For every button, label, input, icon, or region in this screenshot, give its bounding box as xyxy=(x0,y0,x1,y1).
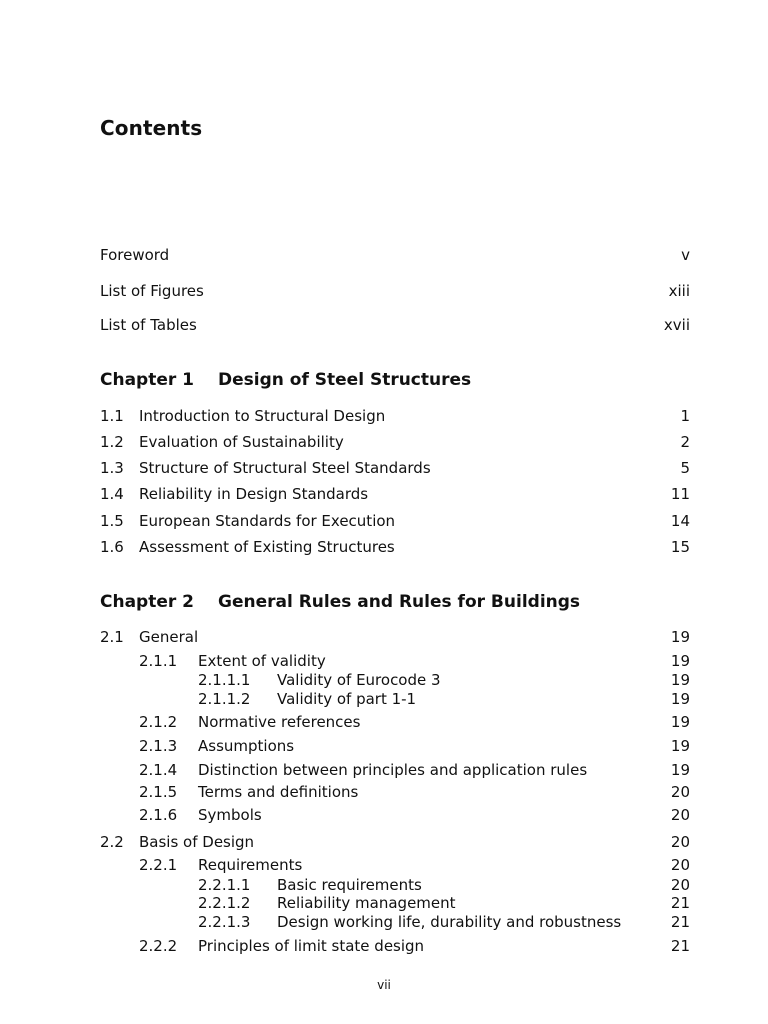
toc-entry-page: xiii xyxy=(668,282,690,300)
subsubsection-number: 2.1.1.2 xyxy=(198,690,251,708)
subsection-page: 19 xyxy=(670,761,690,779)
chapter-title: Design of Steel Structures xyxy=(218,370,472,390)
section-title: Introduction to Structural Design xyxy=(139,407,386,425)
toc-entry-foreword[interactable] xyxy=(100,245,690,265)
section-page: 14 xyxy=(670,512,690,530)
section-number: 1.1 xyxy=(100,407,124,425)
subsubsection-page: 21 xyxy=(670,913,690,931)
toc-entry-subsubsection[interactable] xyxy=(100,912,690,932)
toc-entry-subsubsection[interactable] xyxy=(100,689,690,709)
chapter-1-heading[interactable] xyxy=(100,368,690,392)
section-title: Reliability in Design Standards xyxy=(139,485,369,503)
subsection-number: 2.1.6 xyxy=(139,806,178,824)
subsection-page: 20 xyxy=(670,783,690,801)
subsubsection-title: Reliability management xyxy=(277,894,456,912)
chapter-label: Chapter 1 xyxy=(100,370,195,390)
chapter-label: Chapter 2 xyxy=(100,592,195,612)
toc-entry-subsubsection[interactable] xyxy=(100,670,690,690)
subsection-title: Extent of validity xyxy=(198,652,326,670)
subsection-number: 2.1.3 xyxy=(139,737,178,755)
section-title: Structure of Structural Steel Standards xyxy=(139,459,431,477)
chapter-title: General Rules and Rules for Buildings xyxy=(218,592,581,612)
toc-entry-section[interactable] xyxy=(100,484,690,504)
section-page: 20 xyxy=(670,833,690,851)
subsubsection-title: Validity of part 1-1 xyxy=(277,690,417,708)
subsubsection-title: Validity of Eurocode 3 xyxy=(277,671,441,689)
toc-entry-title: Foreword xyxy=(100,246,170,264)
toc-entry-subsubsection[interactable] xyxy=(100,875,690,895)
subsubsection-number: 2.2.1.3 xyxy=(198,913,251,931)
subsection-page: 20 xyxy=(670,856,690,874)
toc-entry-section[interactable] xyxy=(100,432,690,452)
subsection-title: Normative references xyxy=(198,713,361,731)
toc-entry-page: v xyxy=(681,246,690,264)
subsubsection-page: 21 xyxy=(670,894,690,912)
subsubsection-number: 2.1.1.1 xyxy=(198,671,251,689)
subsection-number: 2.1.4 xyxy=(139,761,178,779)
section-page: 5 xyxy=(680,459,690,477)
toc-entry-section[interactable] xyxy=(100,627,690,647)
toc-entry-subsection[interactable] xyxy=(100,936,690,956)
toc-entry-section[interactable] xyxy=(100,537,690,557)
subsubsection-page: 19 xyxy=(670,671,690,689)
subsection-page: 19 xyxy=(670,713,690,731)
page-title: Contents xyxy=(100,116,203,140)
toc-entry-section[interactable] xyxy=(100,458,690,478)
toc-entry-page: xvii xyxy=(663,316,690,334)
toc-entry-subsection[interactable] xyxy=(100,805,690,825)
toc-entry-subsection[interactable] xyxy=(100,651,690,671)
subsection-page: 19 xyxy=(670,737,690,755)
section-page: 11 xyxy=(670,485,690,503)
toc-entry-subsection[interactable] xyxy=(100,782,690,802)
section-number: 1.4 xyxy=(100,485,124,503)
section-title: European Standards for Execution xyxy=(139,512,396,530)
section-number: 2.1 xyxy=(100,628,124,646)
section-number: 1.3 xyxy=(100,459,124,477)
toc-entry-subsection[interactable] xyxy=(100,855,690,875)
subsection-page: 21 xyxy=(670,937,690,955)
subsection-page: 19 xyxy=(670,652,690,670)
section-page: 1 xyxy=(680,407,690,425)
subsection-title: Symbols xyxy=(198,806,262,824)
subsubsection-title: Design working life, durability and robustness xyxy=(277,913,622,931)
section-number: 1.5 xyxy=(100,512,124,530)
toc-entry-subsection[interactable] xyxy=(100,760,690,780)
subsubsection-number: 2.2.1.1 xyxy=(198,876,251,894)
subsection-number: 2.1.1 xyxy=(139,652,178,670)
section-title: General xyxy=(139,628,199,646)
footer-page-number: vii xyxy=(377,978,391,992)
section-page: 2 xyxy=(680,433,690,451)
subsubsection-title: Basic requirements xyxy=(277,876,422,894)
subsubsection-page: 19 xyxy=(670,690,690,708)
section-title: Evaluation of Sustainability xyxy=(139,433,344,451)
section-title: Basis of Design xyxy=(139,833,255,851)
toc-entry-list-of-tables[interactable] xyxy=(100,315,690,335)
toc-entry-subsubsection[interactable] xyxy=(100,893,690,913)
subsection-number: 2.2.2 xyxy=(139,937,178,955)
subsection-title: Distinction between principles and application rules xyxy=(198,761,588,779)
subsection-number: 2.2.1 xyxy=(139,856,178,874)
subsection-number: 2.1.5 xyxy=(139,783,178,801)
subsection-title: Terms and definitions xyxy=(198,783,359,801)
toc-entry-title: List of Tables xyxy=(100,316,197,334)
subsection-number: 2.1.2 xyxy=(139,713,178,731)
section-number: 2.2 xyxy=(100,833,124,851)
toc-entry-section[interactable] xyxy=(100,832,690,852)
chapter-2-heading[interactable] xyxy=(100,590,690,614)
section-page: 15 xyxy=(670,538,690,556)
toc-entry-subsection[interactable] xyxy=(100,712,690,732)
toc-entry-list-of-figures[interactable] xyxy=(100,281,690,301)
section-page: 19 xyxy=(670,628,690,646)
subsection-page: 20 xyxy=(670,806,690,824)
toc-entry-subsection[interactable] xyxy=(100,736,690,756)
subsection-title: Assumptions xyxy=(198,737,295,755)
toc-entry-title: List of Figures xyxy=(100,282,204,300)
section-number: 1.6 xyxy=(100,538,124,556)
subsection-title: Principles of limit state design xyxy=(198,937,425,955)
subsubsection-number: 2.2.1.2 xyxy=(198,894,251,912)
toc-entry-section[interactable] xyxy=(100,511,690,531)
subsubsection-page: 20 xyxy=(670,876,690,894)
toc-entry-section[interactable] xyxy=(100,406,690,426)
section-title: Assessment of Existing Structures xyxy=(139,538,395,556)
subsection-title: Requirements xyxy=(198,856,303,874)
section-number: 1.2 xyxy=(100,433,124,451)
